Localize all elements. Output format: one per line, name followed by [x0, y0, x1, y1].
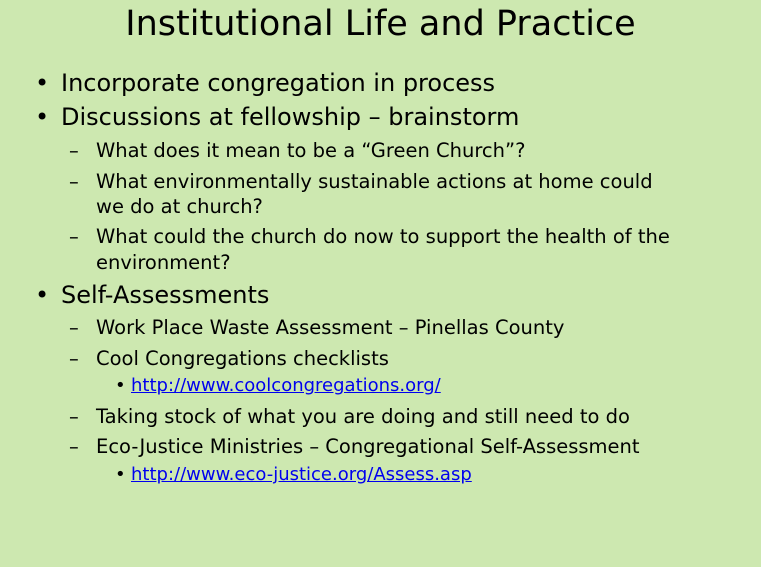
bullet-marker: •	[35, 281, 50, 309]
dash-marker: –	[69, 435, 79, 458]
dash-marker: –	[69, 225, 79, 248]
eco-justice-link[interactable]: http://www.eco-justice.org/Assess.asp	[131, 464, 472, 485]
sub-item-text: Cool Congregations checklists	[96, 347, 389, 370]
dash-marker: –	[69, 139, 79, 162]
sub-item-text: environment?	[96, 251, 231, 274]
slide-title: Institutional Life and Practice	[125, 4, 636, 44]
dash-marker: –	[69, 170, 79, 193]
sub-item-text: What could the church do now to support the health of the	[96, 225, 670, 248]
bullet-marker: •	[35, 103, 50, 131]
sub-item-text: What environmentally sustainable actions at home could	[96, 170, 653, 193]
sub-item-continuation	[96, 194, 263, 220]
sub-item-text: we do at church?	[96, 195, 263, 218]
dash-marker: –	[69, 316, 79, 339]
bullet-text: Self-Assessments	[61, 281, 270, 309]
coolcongregations-link[interactable]: http://www.coolcongregations.org/	[131, 375, 441, 396]
bullet-marker: •	[115, 464, 126, 485]
bullet-marker: •	[115, 375, 126, 396]
sub-item-continuation	[96, 250, 231, 276]
bullet-text: Incorporate congregation in process	[61, 69, 496, 97]
dash-marker: –	[69, 347, 79, 370]
dash-marker: –	[69, 405, 79, 428]
sub-item-text: Eco-Justice Ministries – Congregational Self-Assessment	[96, 435, 640, 458]
bullet-text: Discussions at fellowship – brainstorm	[61, 103, 520, 131]
bullet-marker: •	[35, 69, 50, 97]
sub-item-text: Work Place Waste Assessment – Pinellas County	[96, 316, 565, 339]
sub-item-text: Taking stock of what you are doing and still need to do	[96, 405, 630, 428]
sub-item-text: What does it mean to be a “Green Church”?	[96, 139, 526, 162]
